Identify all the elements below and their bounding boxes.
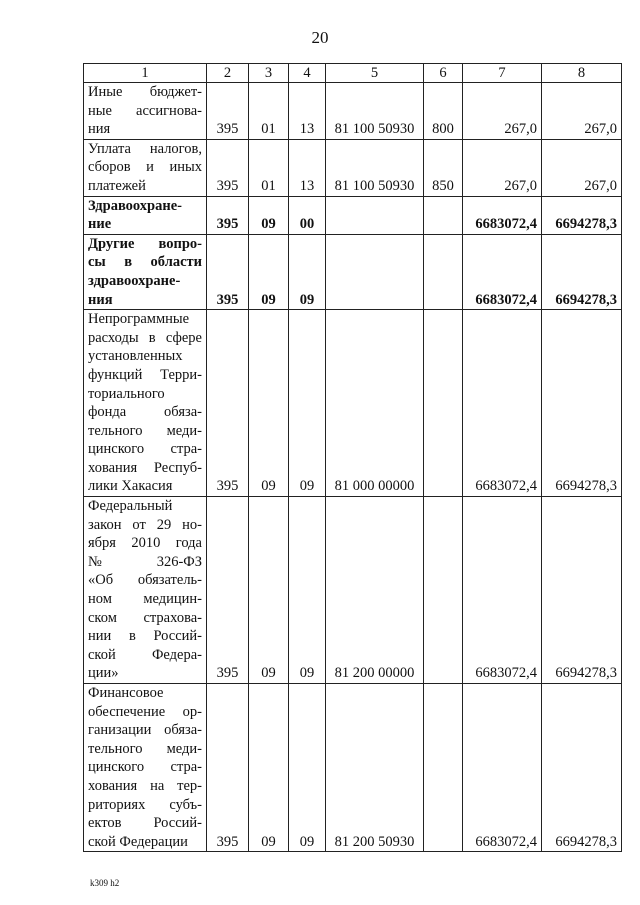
description-line: лики Хакасия (88, 478, 173, 495)
description-line: ском страхова- (88, 609, 202, 626)
description-line: тельного меди- (88, 422, 202, 439)
table-row (84, 83, 622, 140)
footer-code: k309 h2 (90, 878, 120, 888)
budget-table (83, 63, 622, 852)
row-description (84, 139, 207, 196)
description-line: Финансовое (88, 685, 164, 701)
description-line: установленных (88, 348, 183, 365)
cell-amount-year1: 6683072,4 (463, 310, 542, 497)
cell-subsection: 09 (289, 684, 326, 852)
cell-admin-code: 395 (207, 196, 249, 234)
description-line: нии в Россий- (88, 628, 202, 645)
cell-amount-year2: 6694278,3 (542, 497, 622, 684)
cell-expense-type (424, 234, 463, 309)
cell-admin-code: 395 (207, 684, 249, 852)
cell-subsection: 00 (289, 196, 326, 234)
cell-subsection: 09 (289, 310, 326, 497)
table-row (84, 139, 622, 196)
cell-subsection: 13 (289, 83, 326, 140)
cell-section: 09 (249, 310, 289, 497)
description-line: ября 2010 года (88, 535, 202, 552)
cell-amount-year1: 6683072,4 (463, 234, 542, 309)
table-row (84, 684, 622, 852)
column-header: 1 (84, 64, 207, 83)
cell-admin-code: 395 (207, 83, 249, 140)
row-description (84, 684, 207, 852)
cell-section: 09 (249, 497, 289, 684)
cell-expense-type (424, 684, 463, 852)
column-header: 6 (424, 64, 463, 83)
cell-expense-type (424, 497, 463, 684)
description-line: Иные бюджет- (88, 84, 202, 100)
cell-target-article: 81 000 00000 (326, 310, 424, 497)
description-line: ции» (88, 665, 119, 682)
description-line: риториях субъ- (88, 796, 202, 813)
description-line: фонда обяза- (88, 404, 202, 421)
description-line: ние (88, 216, 112, 233)
description-line: сы в области (88, 254, 202, 271)
table-row (84, 497, 622, 684)
description-line: ные ассигнова- (88, 102, 202, 119)
description-line: ской Федера- (88, 646, 202, 663)
cell-section: 09 (249, 684, 289, 852)
table-row (84, 196, 622, 234)
description-line: Другие вопро- (88, 235, 202, 252)
description-line: хования на тер- (88, 777, 202, 794)
description-line: расходы в сфере (88, 329, 202, 346)
column-header: 5 (326, 64, 424, 83)
cell-section: 09 (249, 234, 289, 309)
description-line: Здравоохране- (88, 197, 182, 214)
description-line: закон от 29 но- (88, 516, 202, 533)
cell-subsection: 09 (289, 234, 326, 309)
cell-amount-year1: 6683072,4 (463, 196, 542, 234)
column-header: 7 (463, 64, 542, 83)
cell-amount-year2: 267,0 (542, 139, 622, 196)
description-line: Федеральный (88, 498, 173, 515)
description-line: Уплата налогов, (88, 140, 202, 157)
table-row (84, 310, 622, 497)
row-description (84, 497, 207, 684)
description-line: ектов Россий- (88, 815, 202, 832)
cell-target-article (326, 234, 424, 309)
description-line: здравоохране- (88, 272, 181, 289)
description-line: цинского стра- (88, 441, 202, 458)
table-header-row (84, 64, 622, 83)
column-header: 8 (542, 64, 622, 83)
description-line: «Об обязатель- (88, 572, 202, 589)
cell-expense-type (424, 196, 463, 234)
cell-subsection: 09 (289, 497, 326, 684)
description-line: ториального (88, 385, 165, 402)
cell-section: 09 (249, 196, 289, 234)
cell-subsection: 13 (289, 139, 326, 196)
description-line: сборов и иных (88, 159, 202, 176)
description-line: тельного меди- (88, 740, 202, 757)
column-header: 3 (249, 64, 289, 83)
cell-expense-type (424, 310, 463, 497)
cell-target-article: 81 100 50930 (326, 139, 424, 196)
cell-amount-year2: 6694278,3 (542, 310, 622, 497)
description-line: № 326-ФЗ (88, 553, 202, 570)
cell-admin-code: 395 (207, 310, 249, 497)
description-line: ния (88, 121, 111, 138)
cell-amount-year1: 6683072,4 (463, 684, 542, 852)
description-line: ном медицин- (88, 591, 202, 608)
cell-target-article: 81 200 00000 (326, 497, 424, 684)
cell-admin-code: 395 (207, 139, 249, 196)
cell-amount-year2: 6694278,3 (542, 196, 622, 234)
description-line: цинского стра- (88, 759, 202, 776)
row-description (84, 310, 207, 497)
column-header: 2 (207, 64, 249, 83)
cell-amount-year1: 267,0 (463, 139, 542, 196)
row-description (84, 83, 207, 140)
description-line: ганизации обяза- (88, 722, 202, 739)
page-number: 20 (311, 28, 329, 47)
cell-admin-code: 395 (207, 497, 249, 684)
cell-target-article: 81 200 50930 (326, 684, 424, 852)
column-header: 4 (289, 64, 326, 83)
cell-section: 01 (249, 83, 289, 140)
table-row (84, 234, 622, 309)
cell-expense-type: 850 (424, 139, 463, 196)
cell-admin-code: 395 (207, 234, 249, 309)
cell-section: 01 (249, 139, 289, 196)
cell-amount-year2: 6694278,3 (542, 684, 622, 852)
description-line: хования Респуб- (88, 459, 202, 476)
cell-target-article (326, 196, 424, 234)
cell-expense-type: 800 (424, 83, 463, 140)
row-description (84, 196, 207, 234)
description-line: функций Терри- (88, 366, 202, 383)
cell-amount-year1: 6683072,4 (463, 497, 542, 684)
description-line: платежей (88, 177, 146, 194)
description-line: ской Федерации (88, 833, 188, 850)
cell-amount-year2: 6694278,3 (542, 234, 622, 309)
cell-amount-year1: 267,0 (463, 83, 542, 140)
description-line: обеспечение ор- (88, 703, 202, 720)
row-description (84, 234, 207, 309)
cell-amount-year2: 267,0 (542, 83, 622, 140)
description-line: Непрограммные (88, 311, 190, 328)
cell-target-article: 81 100 50930 (326, 83, 424, 140)
description-line: ния (88, 291, 113, 308)
